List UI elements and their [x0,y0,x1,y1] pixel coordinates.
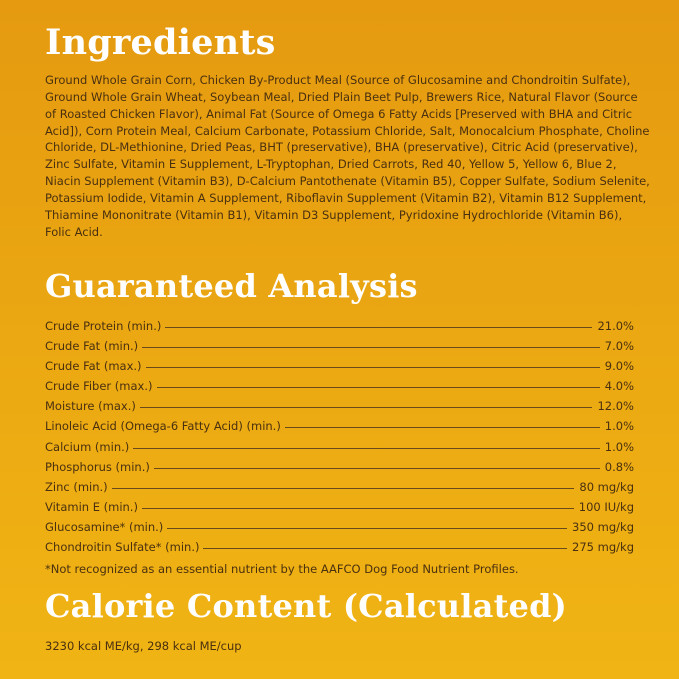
analysis-value: 350 mg/kg [572,519,634,534]
analysis-label: Crude Fat (min.) [45,339,139,354]
leader-line [285,427,600,428]
leader-line [157,387,600,388]
analysis-row [45,339,634,359]
analysis-row [45,460,634,480]
analysis-label: Glucosamine* (min.) [45,519,164,534]
analysis-label: Crude Fat (max.) [45,359,142,374]
analysis-row [45,540,634,560]
analysis-value: 1.0% [604,419,634,434]
leader-line [167,528,567,529]
ingredients-list: Ground Whole Grain Corn, Chicken By-Product Meal (Source of Glucosamine and Chondroitin Sulfate), Ground Whole Grain Wheat, Soybean Meal, Dried Plain Beet Pulp, Brewers Rice, Natural Flavor (Source of Roasted Chicken Flavor), Animal Fat (Source of Omega 6 Fatty Acids [Preserved with BHA and Citric Acid]), Corn Protein Meal, Calcium Carbonate, Potassium Chloride, Salt, Monocalcium Phosphate, Choline Chloride, DL-Methionine, Dried Peas, BHT (preservative), BHA (preservative), Citric Acid (preservative), Zinc Sulfate, Vitamin E Supplement, L-Tryptophan, Dried Carrots, Red 40, Yellow 5, Yellow 6, Blue 2, Niacin Supplement (Vitamin B3), D-Calcium Pantothenate (Vitamin B5), Copper Sulfate, Sodium Selenite, Potassium Iodide, Vitamin A Supplement, Riboflavin Supplement (Vitamin B2), Vitamin B12 Supplement, Thiamine Mononitrate (Vitamin B1), Vitamin D3 Supplement, Pyridoxine Hydrochloride (Vitamin B6), Folic Acid. [45,73,650,239]
leader-line [165,327,592,328]
analysis-label: Chondroitin Sulfate* (min.) [45,540,200,555]
analysis-value: 4.0% [604,379,634,394]
analysis-row [45,419,634,439]
analysis-label: Vitamin E (min.) [45,499,138,514]
analysis-value: 100 IU/kg [578,499,634,514]
leader-line [142,508,574,509]
analysis-value: 80 mg/kg [579,479,634,494]
analysis-row [45,500,634,520]
analysis-value: 7.0% [604,339,634,354]
analysis-row [45,379,634,399]
analysis-value: 0.8% [604,459,634,474]
calorie-content-value: 3230 kcal ME/kg, 298 kcal ME/cup [45,639,242,653]
ingredients-heading: Ingredients [45,22,276,63]
guaranteed-analysis-table [45,319,634,560]
leader-line [140,407,593,408]
guaranteed-analysis-heading: Guaranteed Analysis [45,267,418,305]
leader-line [112,488,575,489]
analysis-label: Zinc (min.) [45,479,108,494]
analysis-row [45,440,634,460]
leader-line [142,347,600,348]
analysis-row [45,359,634,379]
analysis-footnote: *Not recognized as an essential nutrient by the AAFCO Dog Food Nutrient Profiles. [45,562,519,576]
analysis-label: Linoleic Acid (Omega-6 Fatty Acid) (min.) [45,419,281,434]
leader-line [203,548,567,549]
analysis-label: Crude Fiber (max.) [45,379,153,394]
leader-line [146,367,600,368]
analysis-row [45,319,634,339]
analysis-value: 21.0% [597,319,634,333]
analysis-value: 1.0% [604,439,634,454]
analysis-value: 12.0% [597,399,634,414]
analysis-label: Crude Protein (min.) [45,319,162,333]
analysis-value: 9.0% [604,359,634,374]
analysis-label: Phosphorus (min.) [45,459,150,474]
calorie-content-heading: Calorie Content (Calculated) [45,587,568,625]
leader-line [133,448,600,449]
analysis-value: 275 mg/kg [572,540,634,555]
analysis-row [45,520,634,540]
analysis-label: Moisture (max.) [45,399,136,414]
analysis-row [45,480,634,500]
analysis-row [45,399,634,419]
leader-line [154,468,600,469]
analysis-label: Calcium (min.) [45,439,130,454]
